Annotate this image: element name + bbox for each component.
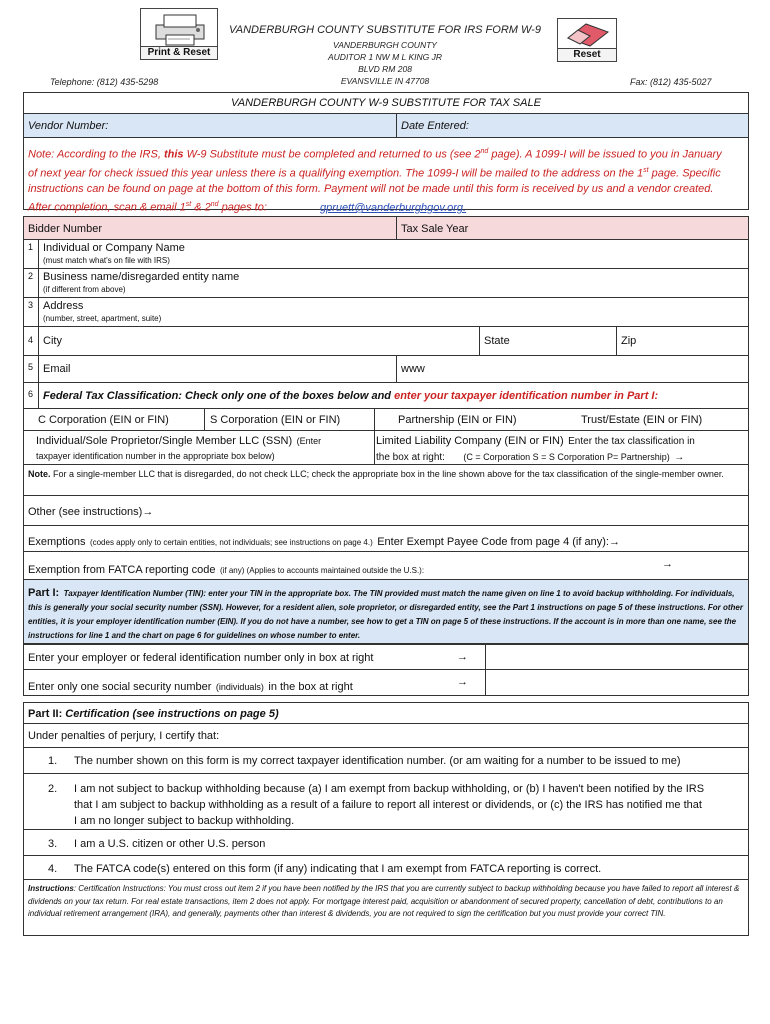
individual-option[interactable]: Individual/Sole Proprietor/Single Member LLC (SSN) (Enter taxpayer identification number in the appropriate box below) [36, 435, 322, 461]
c-corp-option[interactable]: C Corporation (EIN or FIN) [38, 414, 169, 426]
part2-header: Part II: Certification (see instructions on page 5) [23, 702, 749, 724]
ein-input[interactable] [486, 645, 748, 669]
ssn-row [23, 670, 749, 696]
date-entered-label: Date Entered: [401, 120, 469, 132]
tax-sale-year-label: Tax Sale Year [401, 223, 469, 235]
classification-row-2 [23, 431, 749, 465]
name-row[interactable]: 1 Individual or Company Name (must match what's on file with IRS) [23, 240, 749, 269]
address-row[interactable]: 3 Address (number, street, apartment, suite) [23, 298, 749, 327]
eraser-icon [564, 20, 612, 48]
llc-note: Note. For a single-member LLC that is disregarded, do not check LLC; check the appropriate box in the line shown above for the tax classification of the single-member owner. [23, 465, 749, 496]
city-field[interactable]: City [43, 335, 62, 347]
instructions-block: Instructions: Certification Instructions: You must cross out item 2 if you have been notified by the IRS that you are currently subject to backup withholding because you have failed to report all interest & dividends on your tax return. For real estate transactions, item 2 does not apply. For mortgage interest paid, acquisition or abandonment of secured property, cancellation of debt, contributions to an individual retirement arrangement (IRA), and generally, payments other than interest & dividends, you are not required to sign the certification but you must provide your correct TIN. [23, 880, 749, 936]
header-address-1: VANDERBURGH COUNTY [333, 40, 437, 50]
bidder-number-label: Bidder Number [28, 223, 102, 235]
business-name-row[interactable]: 2 Business name/disregarded entity name (if different from above) [23, 269, 749, 298]
note-text: Note: According to the IRS, this W-9 Substitute must be completed and returned to us (see 2nd page). A 1099-I will be issued to you in January of next year for check issued this year unless there is a qualifying exemption. The 1099-I will be mailed to the address on the 1st page. Specific instructions can be found on page at the bottom of this form. Payment will not be made until this form is received by us and a vendor created. After completion, scan & email 1st & 2nd pages to: gpruett@vanderburghgov.org. [28, 148, 722, 214]
address-sublabel: (number, street, apartment, suite) [43, 314, 162, 323]
name-label: Individual or Company Name [43, 242, 185, 254]
email-field[interactable]: Email [43, 363, 71, 375]
header-title: VANDERBURGH COUNTY SUBSTITUTE FOR IRS FORM W-9 [229, 24, 541, 36]
email-link[interactable]: gpruett@vanderburghgov.org. [319, 201, 467, 214]
other-row[interactable] [23, 496, 749, 526]
arrow-right-icon: → [662, 558, 673, 570]
reset-label: Reset [558, 48, 616, 61]
s-corp-option[interactable]: S Corporation (EIN or FIN) [210, 414, 341, 426]
fatca-label: Exemption from FATCA reporting code (if any) (Applies to accounts maintained outside the U.S.): [28, 564, 425, 576]
bidder-row [23, 216, 749, 240]
other-label: Other (see instructions)→ [28, 506, 154, 518]
trust-option[interactable]: Trust/Estate (EIN or FIN) [581, 414, 703, 426]
tax-classification-header: 6 Federal Tax Classification: Check only one of the boxes below and enter your taxpayer identification number in Part I: [23, 383, 749, 409]
classification-row-1 [23, 409, 749, 431]
cert-item-2: 2. I am not subject to backup withholding because (a) I am exempt from backup withholding, or (b) I haven't been notified by the IRS that I am subject to backup withholding as a result of a failure to report all interest or dividends, or (c) the IRS has notified me that I am no longer subject to backup withholding. [23, 774, 749, 830]
print-reset-label: Print & Reset [141, 46, 217, 59]
arrow-right-icon: → [142, 506, 154, 518]
telephone: Telephone: (812) 435-5298 [50, 77, 159, 87]
partnership-option[interactable]: Partnership (EIN or FIN) [398, 414, 517, 426]
note-block [23, 138, 749, 214]
perjury-row: Under penalties of perjury, I certify that: [23, 724, 749, 748]
address-label: Address [43, 300, 84, 312]
arrow-right-icon: → [608, 536, 620, 548]
ssn-input[interactable] [486, 670, 748, 695]
tax-classification-title: Federal Tax Classification: Check only one of the boxes below and enter your taxpayer identification number in Part I: [43, 390, 659, 402]
part1-block: Part I: Taxpayer Identification Number (TIN): enter your TIN in the appropriate box. The TIN provided must match the name given on line 1 to avoid backup withholding. For individuals, this is generally your social security number (SSN). However, for a resident alien, sole proprietor, or disregarded entity, see the Part 1 instructions on page 5 of these instructions. For other entities, it is your employer identification number (EIN). If you do not have a number, see how to get a TIN on page 5 of these instructions. If the account is in more than one name, see the instructions for line 1 and the chart on page 6 for guidelines on whose number to enter. [23, 580, 749, 644]
header-address-4: EVANSVILLE IN 47708 [340, 76, 430, 86]
fax: Fax: (812) 435-5027 [630, 77, 712, 87]
arrow-right-icon: → [457, 676, 468, 688]
cert-item-3: 3. I am a U.S. citizen or other U.S. person [23, 830, 749, 856]
exemptions-label: Exemptions (codes apply only to certain entities, not individuals; see instructions on page 4.) Enter Exempt Payee Code from page 4 (if any):→ [28, 536, 620, 548]
www-field[interactable]: www [401, 363, 425, 375]
arrow-right-icon: → [674, 452, 685, 463]
email-row: 5 Email www [23, 356, 749, 383]
city-row: 4 City State Zip [23, 327, 749, 356]
form-title: VANDERBURGH COUNTY W-9 SUBSTITUTE FOR TAX SALE [231, 97, 541, 109]
state-field[interactable]: State [484, 335, 510, 347]
form-title-bar [23, 92, 749, 114]
business-name-label: Business name/disregarded entity name [43, 271, 240, 283]
cert-item-1: 1. The number shown on this form is my correct taxpayer identification number. (or am waiting for a number to be issued to me) [23, 748, 749, 774]
ssn-label: Enter only one social security number (individuals) in the box at right [28, 681, 353, 693]
ein-row [23, 644, 749, 670]
vendor-number-label: Vendor Number: [28, 120, 109, 132]
ein-label: Enter your employer or federal identification number only in box at right [28, 652, 374, 664]
vendor-row [23, 114, 749, 138]
business-name-sublabel: (if different from above) [43, 285, 126, 294]
arrow-right-icon: → [457, 651, 468, 663]
header-address-3: BLVD RM 208 [358, 64, 412, 74]
fatca-row[interactable] [23, 552, 749, 580]
cert-item-4: 4. The FATCA code(s) entered on this form (if any) indicating that I am exempt from FATCA reporting is correct. [23, 856, 749, 880]
header-address-2: AUDITOR 1 NW M L KING JR [328, 52, 442, 62]
name-sublabel: (must match what's on file with IRS) [43, 256, 170, 265]
exemptions-row[interactable] [23, 526, 749, 552]
llc-option[interactable]: Limited Liability Company (EIN or FIN) Enter the tax classification in the box at right: (C = Corporation S = S Corporation P= Partnership) → [376, 435, 695, 463]
zip-field[interactable]: Zip [621, 335, 637, 347]
